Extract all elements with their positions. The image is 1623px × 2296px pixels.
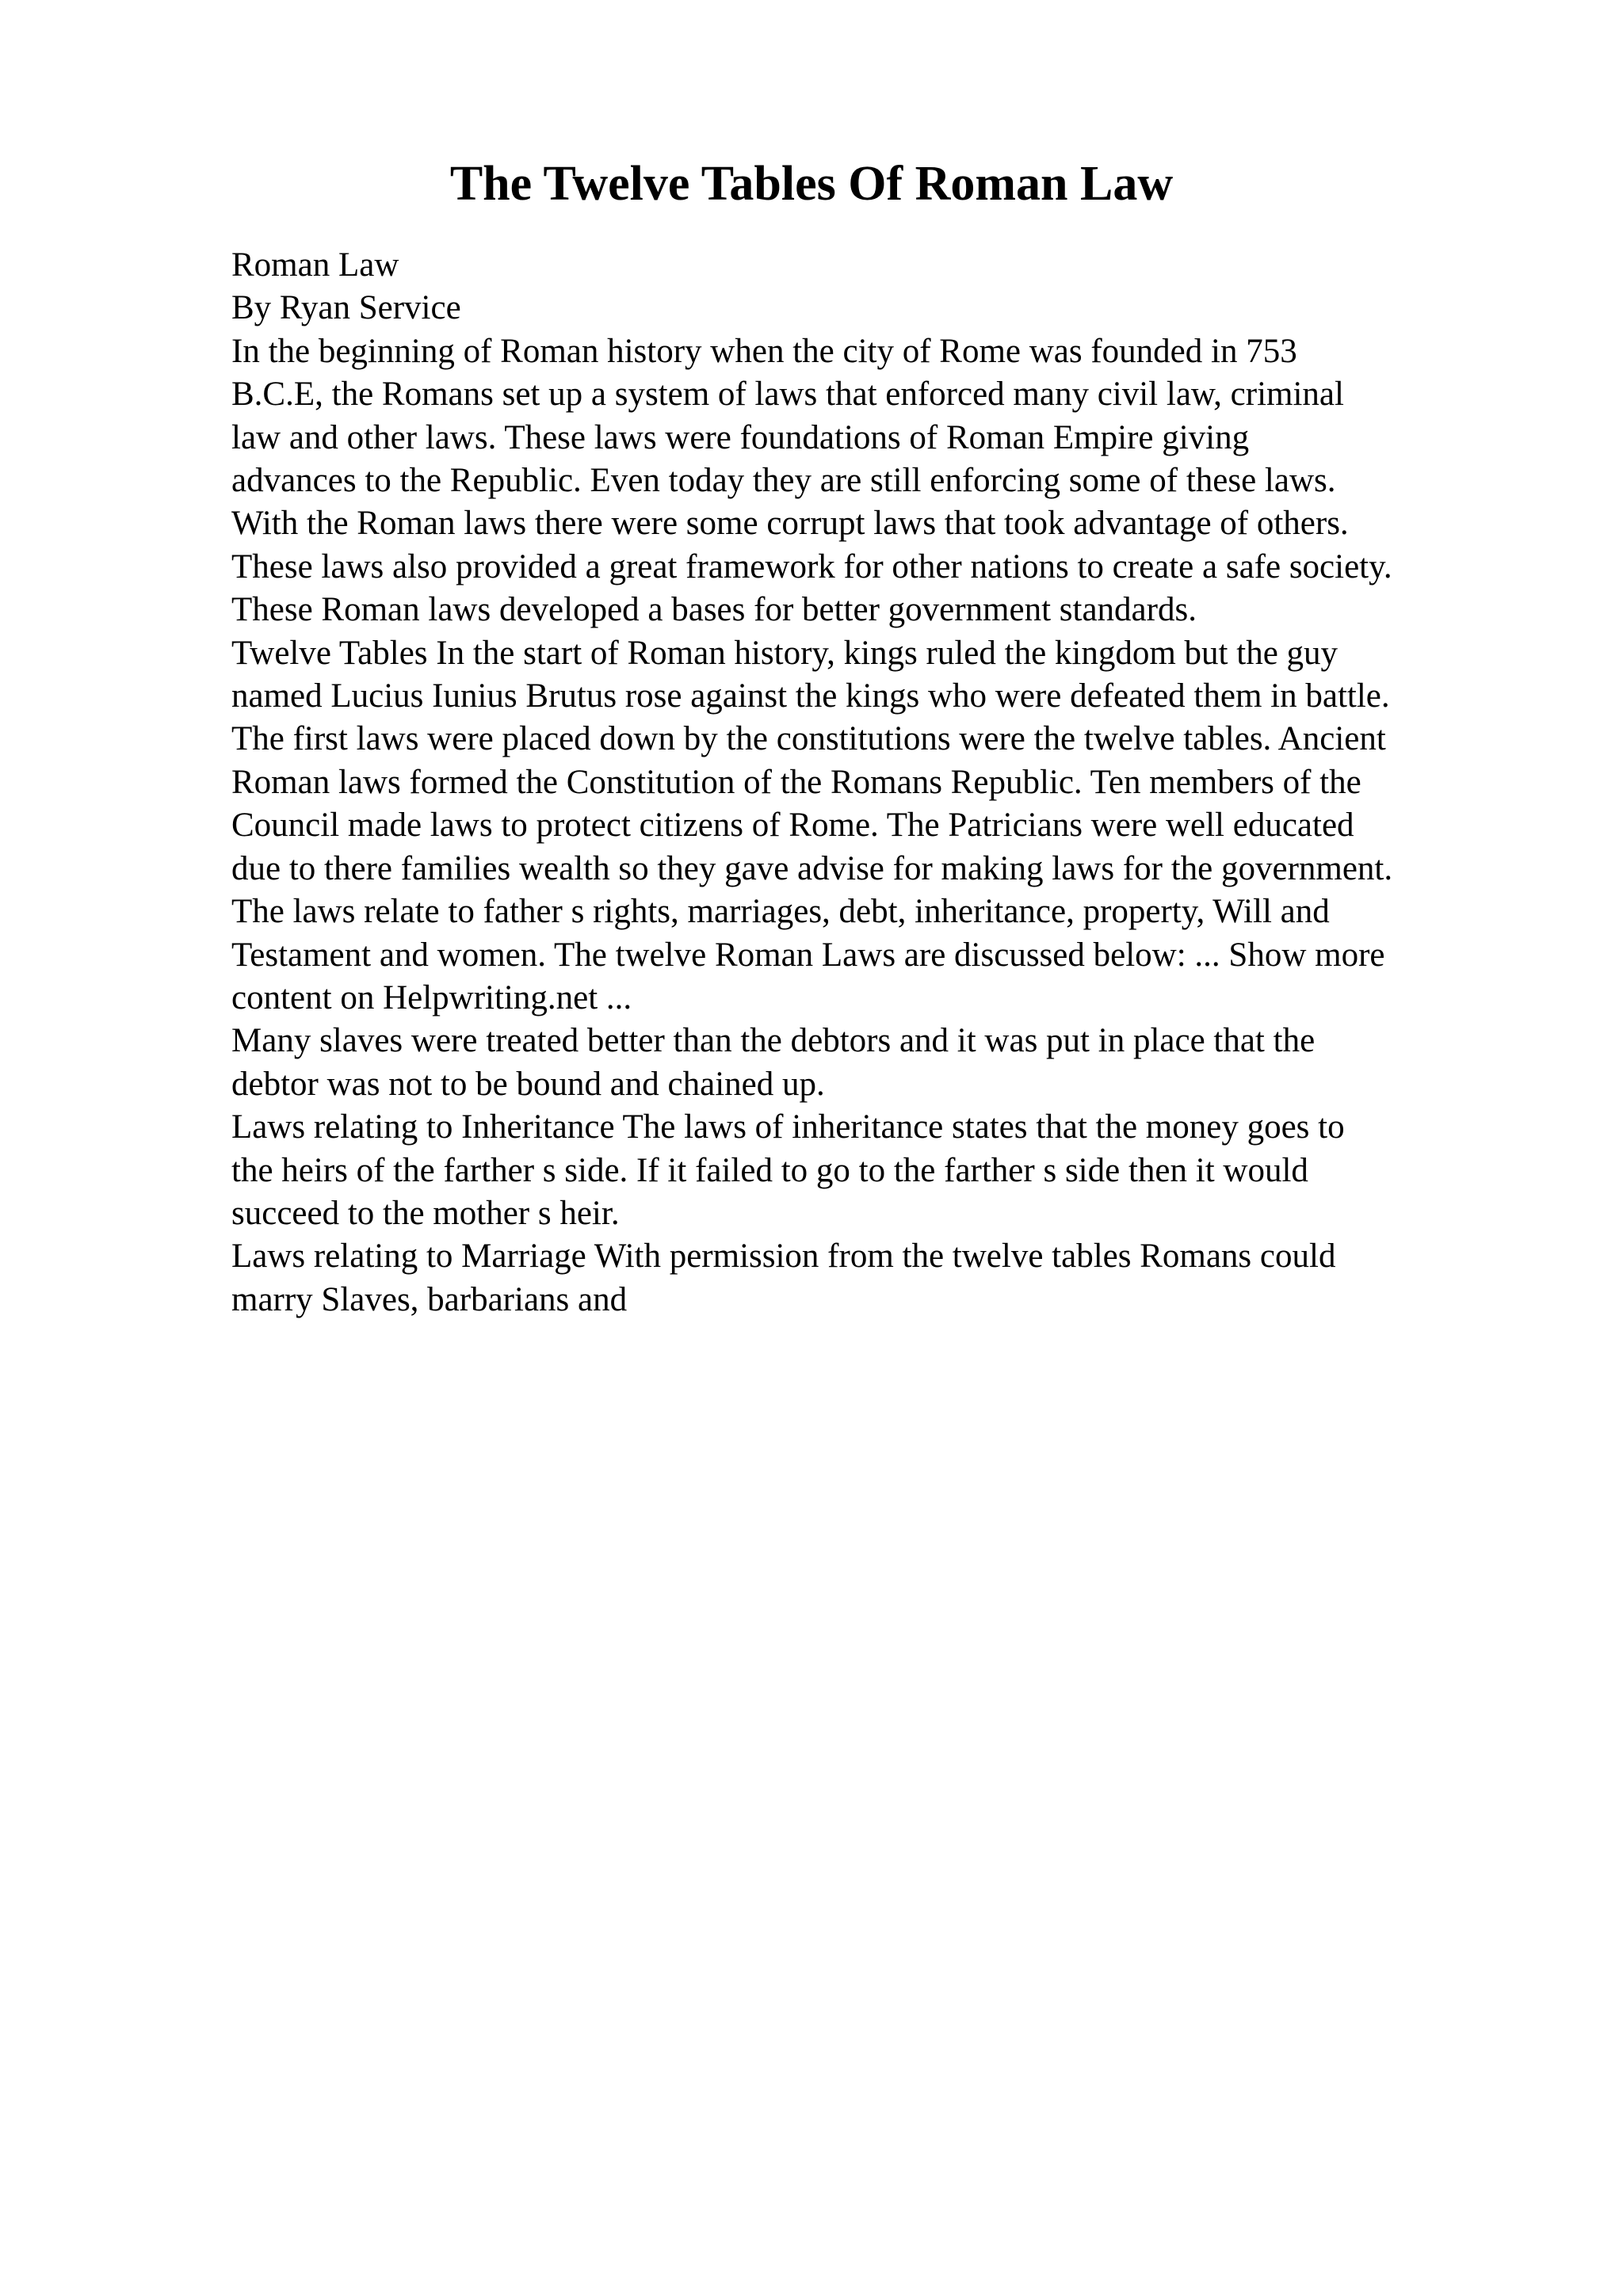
body-line: due to there families wealth so they gave advise for making laws for the government. [231, 849, 1393, 887]
body-line: succeed to the mother s heir. [231, 1194, 620, 1232]
body-line: named Lucius Iunius Brutus rose against the kings who were defeated them in battle. [231, 677, 1390, 715]
body-line: Testament and women. The twelve Roman Laws are discussed below: ... Show more [231, 936, 1385, 974]
body-line: debtor was not to be bound and chained up. [231, 1065, 825, 1103]
body-line: Many slaves were treated better than the debtors and it was put in place that the [231, 1022, 1316, 1060]
body-line: advances to the Republic. Even today they are still enforcing some of these laws. [231, 462, 1336, 500]
body-line: Roman Law [231, 246, 399, 284]
body-line: Laws relating to Inheritance The laws of inheritance states that the money goes to [231, 1108, 1345, 1146]
document-title: The Twelve Tables Of Roman Law [449, 157, 1174, 211]
body-line: marry Slaves, barbarians and [231, 1280, 628, 1318]
body-line: By Ryan Service [231, 289, 461, 327]
body-line: the heirs of the farther s side. If it failed to go to the farther s side then it would [231, 1151, 1308, 1189]
body-line: These laws also provided a great framework for other nations to create a safe society. [231, 547, 1392, 585]
body-line: Council made laws to protect citizens of Rome. The Patricians were well educated [231, 807, 1354, 845]
document-body [231, 244, 1594, 1322]
body-line: Roman laws formed the Constitution of the Romans Republic. Ten members of the [231, 763, 1361, 801]
body-line: The laws relate to father s rights, marriages, debt, inheritance, property, Will and [231, 893, 1330, 931]
body-line: Laws relating to Marriage With permission from the twelve tables Romans could [231, 1238, 1336, 1276]
body-line: law and other laws. These laws were foundations of Roman Empire giving [231, 418, 1250, 456]
body-line: The first laws were placed down by the constitutions were the twelve tables. Ancient [231, 720, 1386, 758]
body-line: In the beginning of Roman history when the city of Rome was founded in 753 [231, 332, 1297, 370]
body-line: B.C.E, the Romans set up a system of laws that enforced many civil law, criminal [231, 376, 1344, 414]
body-line: content on Helpwriting.net ... [231, 978, 632, 1016]
body-line: Twelve Tables In the start of Roman history, kings ruled the kingdom but the guy [231, 634, 1338, 672]
body-line: With the Roman laws there were some corrupt laws that took advantage of others. [231, 505, 1349, 543]
body-line: These Roman laws developed a bases for better government standards. [231, 591, 1197, 629]
